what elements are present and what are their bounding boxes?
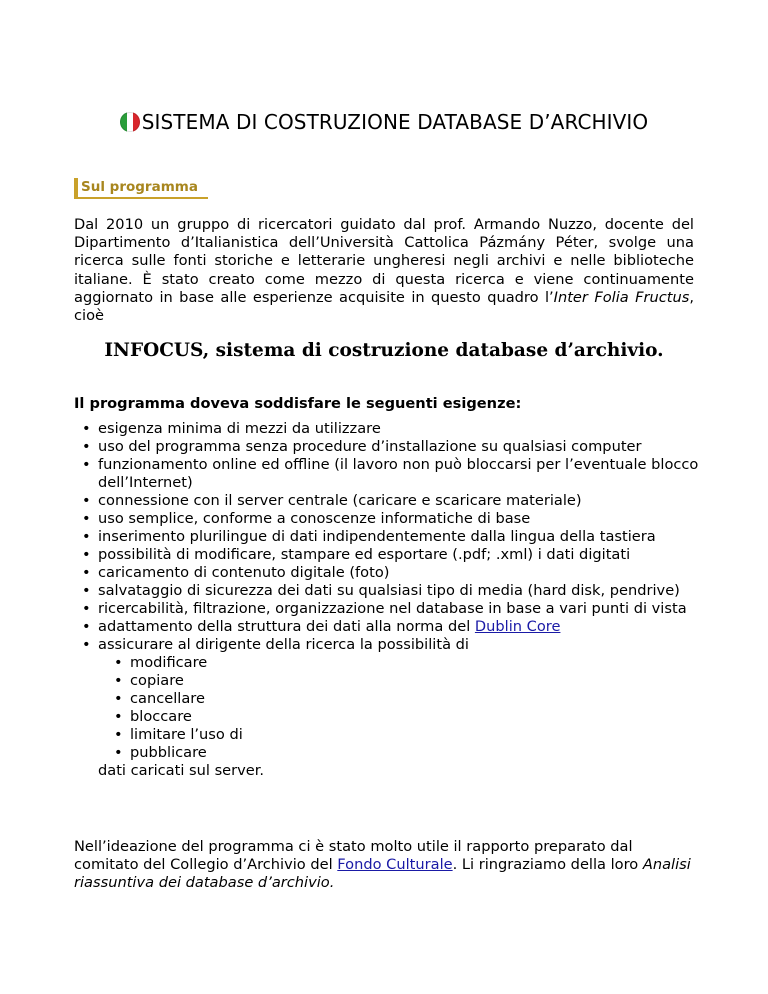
sub-list-item: • copiare: [130, 672, 718, 690]
permissions-text: assicurare al dirigente della ricerca la possibilità di: [98, 636, 469, 653]
intro-tail: , cioè: [74, 288, 694, 325]
sub-list-item: • pubblicare: [130, 744, 718, 762]
outro-italic: Analisi riassuntiva dei database d’archivio.: [74, 856, 691, 892]
list-item-permissions: [98, 636, 718, 780]
sub-list-item: • limitare l’uso di: [130, 726, 718, 744]
sub-list-item: • bloccare: [130, 708, 718, 726]
intro-text: Dal 2010 un gruppo di ricercatori guidato dal prof. Armando Nuzzo, docente del Dipartimento d’Italianistica dell’Università Cattolica Pázmány Péter, svolge una ricerca sulle fonti storiche e letterarie ungheresi negli archivi e nelle biblioteche italiane. È stato creato come mezzo di questa ricerca e viene continuamente aggiornato in base alle esperienze acquisite in questo quadro l’: [74, 216, 694, 306]
page-title: [0, 110, 768, 134]
list-item: • esigenza minima di mezzi da utilizzare: [98, 420, 718, 438]
list-item: • salvataggio di sicurezza dei dati su qualsiasi tipo di media (hard disk, pendrive): [98, 582, 718, 600]
list-item: • funzionamento online ed offline (il lavoro non può bloccarsi per l’eventuale blocco dell’Internet): [98, 456, 718, 492]
sub-list-item: • modificare: [130, 654, 718, 672]
requirements-list: [74, 420, 718, 780]
list-item: • possibilità di modificare, stampare ed esportare (.pdf; .xml) i dati digitati: [98, 546, 718, 564]
list-item: • connessione con il server centrale (caricare e scaricare materiale): [98, 492, 718, 510]
outro-text-1: Nell’ideazione del programma ci è stato molto utile il rapporto preparato dal comitato del Collegio d’Archivio del: [74, 838, 633, 874]
page-title-text: SISTEMA DI COSTRUZIONE DATABASE D’ARCHIVIO: [141, 110, 649, 134]
list-item: • inserimento plurilingue di dati indipendentemente dalla lingua della tastiera: [98, 528, 718, 546]
intro-paragraph: [74, 216, 694, 325]
list-item: • uso del programma senza procedure d’installazione su qualsiasi computer: [98, 438, 718, 456]
closing-paragraph: [74, 838, 694, 893]
permissions-sublist: [98, 654, 718, 762]
italian-flag-icon: [120, 112, 140, 132]
section-heading: Sul programma: [74, 178, 208, 199]
fondo-culturale-link[interactable]: Fondo Culturale: [337, 856, 453, 874]
requirements-heading: Il programma doveva soddisfare le seguenti esigenze:: [74, 395, 522, 412]
list-item: • ricercabilità, filtrazione, organizzazione nel database in base a vari punti di vista: [98, 600, 718, 618]
list-item: • caricamento di contenuto digitale (foto): [98, 564, 718, 582]
intro-italic: Inter Folia Fructus: [553, 288, 690, 306]
dublin-prefix: adattamento della struttura dei dati alla norma del: [98, 618, 475, 635]
permissions-trailer: dati caricati sul server.: [98, 762, 265, 779]
dublin-core-link[interactable]: Dublin Core: [474, 618, 561, 635]
list-item-dublin: [98, 618, 718, 636]
infocus-heading: INFOCUS, sistema di costruzione database d’archivio.: [104, 340, 664, 361]
list-item: • uso semplice, conforme a conoscenze informatiche di base: [98, 510, 718, 528]
outro-text-2: . Li ringraziamo della loro: [452, 856, 643, 874]
sub-list-item: • cancellare: [130, 690, 718, 708]
